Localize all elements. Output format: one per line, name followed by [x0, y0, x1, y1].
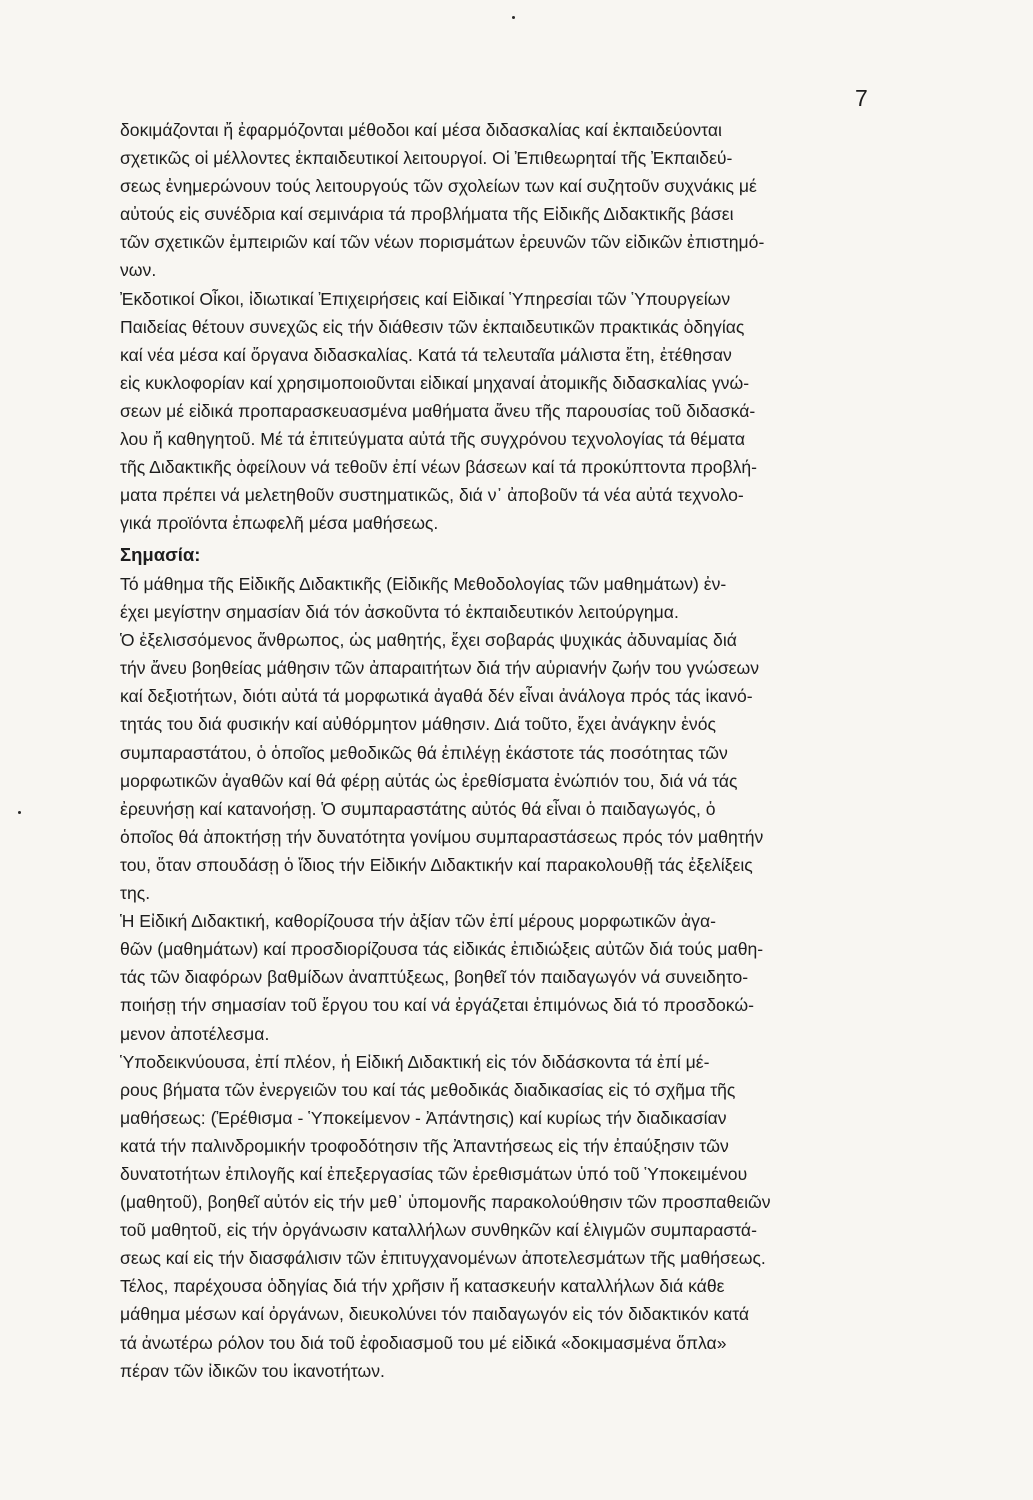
paragraph-block-significance: Τό μάθημα τῆς Εἰδικῆς Διδακτικῆς (Εἰδικῆς Μεθοδολογίας τῶν μαθημάτων) ἐν- έχει μεγίστην σημασίαν διά τόν ἀσκοῦντα τό ἐκπαιδευτικόν λειτούργημα. Ὁ ἐξελισσόμενος ἄνθρωπος, ὡς μαθητής, ἔχει σοβαράς ψυχικάς ἀδυναμίας διά τήν ἄνευ βοηθείας μάθησιν τῶν ἀπαραιτήτων διά τήν αὐριανήν ζωήν του γνώσεων καί δεξιοτήτων, διότι αὐτά τά μορφωτικά ἀγαθά δέν εἶναι ἀνάλογα πρός τάς ἱκανό- τητάς του διά φυσικήν καί αὐθόρμητον μάθησιν. Διά τοῦτο, ἔχει ἀνάγκην ἑνός συμπαραστάτου, ὁ ὁποῖος μεθοδικῶς θά ἐπιλέγῃ ἑκάστοτε τάς ποσότητας τῶν μορφωτικῶν ἀγαθῶν καί θά φέρῃ αὐτάς ὡς ἐρεθίσματα ἐνώπιόν του, διά νά τάς ἐρευνήσῃ καί κατανοήσῃ. Ὁ συμπαραστάτης αὐτός θά εἶναι ὁ παιδαγωγός, ὁ ὁποῖος θά ἀποκτήσῃ τήν δυνατότητα γονίμου συμπαραστάσεως πρός τόν μαθητήν του, ὅταν σπουδάσῃ ὁ ἴδιος τήν Εἰδικήν Διδακτικήν καί παρακολουθῇ τάς ἐξελίξεις της. Ἡ Εἰδική Διδακτική, καθορίζουσα τήν ἀξίαν τῶν ἐπί μέρους μορφωτικῶν ἀγα- θῶν (μαθημάτων) καί προσδιορίζουσα τάς εἰδικάς ἐπιδιώξεις αὐτῶν διά τούς μαθη- τάς τῶν διαφόρων βαθμίδων ἀναπτύξεως, βοηθεῖ τόν παιδαγωγόν νά συνειδητο- ποιήσῃ τήν σημασίαν τοῦ ἔργου του καί νά ἐργάζεται ἐπιμόνως διά τό προσδοκώ- μενον ἀποτέλεσμα. Ὑποδεικνύουσα, ἐπί πλέον, ἡ Εἰδική Διδακτική εἰς τόν διδάσκοντα τά ἐπί μέ- ρους βήματα τῶν ἐνεργειῶν του καί τάς μεθοδικάς διαδικασίας εἰς τό σχῆμα τῆς μαθήσεως: (Ἐρέθισμα - Ὑποκείμενον - Ἀπάντησις) καί κυρίως τήν διαδικασίαν κατά τήν παλινδρομικήν τροφοδότησιν τῆς Ἀπαντήσεως εἰς τήν ἐπαύξησιν τῶν δυνατοτήτων ἐπιλογῆς καί ἐπεξεργασίας τῶν ἐρεθισμάτων ὑπό τοῦ Ὑποκειμένου (μαθητοῦ), βοηθεῖ αὐτόν εἰς τήν μεθ᾽ ὑπομονῆς παρακολούθησιν τῶν προσπαθειῶν τοῦ μαθητοῦ, εἰς τήν ὀργάνωσιν καταλλήλων συνθηκῶν καί ἑλιγμῶν συμπαραστά- σεως καί εἰς τήν διασφάλισιν τῶν ἐπιτυγχανομένων ἀποτελεσμάτων τῆς μαθήσεως. Τέλος, παρέχουσα ὁδηγίας διά τήν χρῆσιν ἤ κατασκευήν καταλλήλων διά κάθε μάθημα μέσων καί ὀργάνων, διευκολύνει τόν παιδαγωγόν εἰς τόν διδακτικόν κατά τά ἀνωτέρω ρόλον του διά τοῦ ἐφοδιασμοῦ του μέ εἰδικά «δοκιμασμένα ὅπλα» πέραν τῶν ἰδικῶν του ἱκανοτήτων.	[120, 574, 771, 1381]
section-heading-significance: Σημασία:	[120, 544, 201, 565]
scan-speck	[512, 16, 515, 19]
paragraph-block-intro: δοκιμάζονται ἤ ἐφαρμόζονται μέθοδοι καί μέσα διδασκαλίας καί ἐκπαιδεύονται σχετικῶς οἱ μέλλοντες ἐκπαιδευτικοί λειτουργοί. Οἱ Ἐπιθεωρηταί τῆς Ἐκπαιδεύ- σεως ἐνημερώνουν τούς λειτουργούς τῶν σχολείων των καί συζητοῦν συχνάκις μέ αὐτούς εἰς συνέδρια καί σεμινάρια τά προβλήματα τῆς Εἰδικῆς Διδακτικῆς βάσει τῶν σχετικῶν ἐμπειριῶν καί τῶν νέων πορισμάτων ἐρευνῶν τῶν εἰδικῶν ἐπιστημό- νων. Ἐκδοτικοί Οἶκοι, ἰδιωτικαί Ἐπιχειρήσεις καί Εἰδικαί Ὑπηρεσίαι τῶν Ὑπουργείων Παιδείας θέτουν συνεχῶς εἰς τήν διάθεσιν τῶν ἐκπαιδευτικῶν πρακτικάς ὁδηγίας καί νέα μέσα καί ὄργανα διδασκαλίας. Κατά τά τελευταῖα μάλιστα ἔτη, ἐτέθησαν εἰς κυκλοφορίαν καί χρησιμοποιοῦνται εἰδικαί μηχαναί ἀτομικῆς διδασκαλίας γνώ- σεων μέ εἰδικά προπαρασκευασμένα μαθήματα ἄνευ τῆς παρουσίας τοῦ διδασκά- λου ἤ καθηγητοῦ. Μέ τά ἐπιτεύγματα αὐτά τῆς συγχρόνου τεχνολογίας τά θέματα τῆς Διδακτικῆς ὀφείλουν νά τεθοῦν ἐπί νέων βάσεων καί τά προκύπτοντα προβλή- ματα πρέπει νά μελετηθοῦν συστηματικῶς, διά ν᾽ ἀποβοῦν τά νέα αὐτά τεχνολο- γικά προϊόντα ἐπωφελῆ μέσα μαθήσεως.	[120, 120, 765, 534]
scan-speck	[18, 811, 21, 814]
page-number: 7	[855, 85, 868, 111]
